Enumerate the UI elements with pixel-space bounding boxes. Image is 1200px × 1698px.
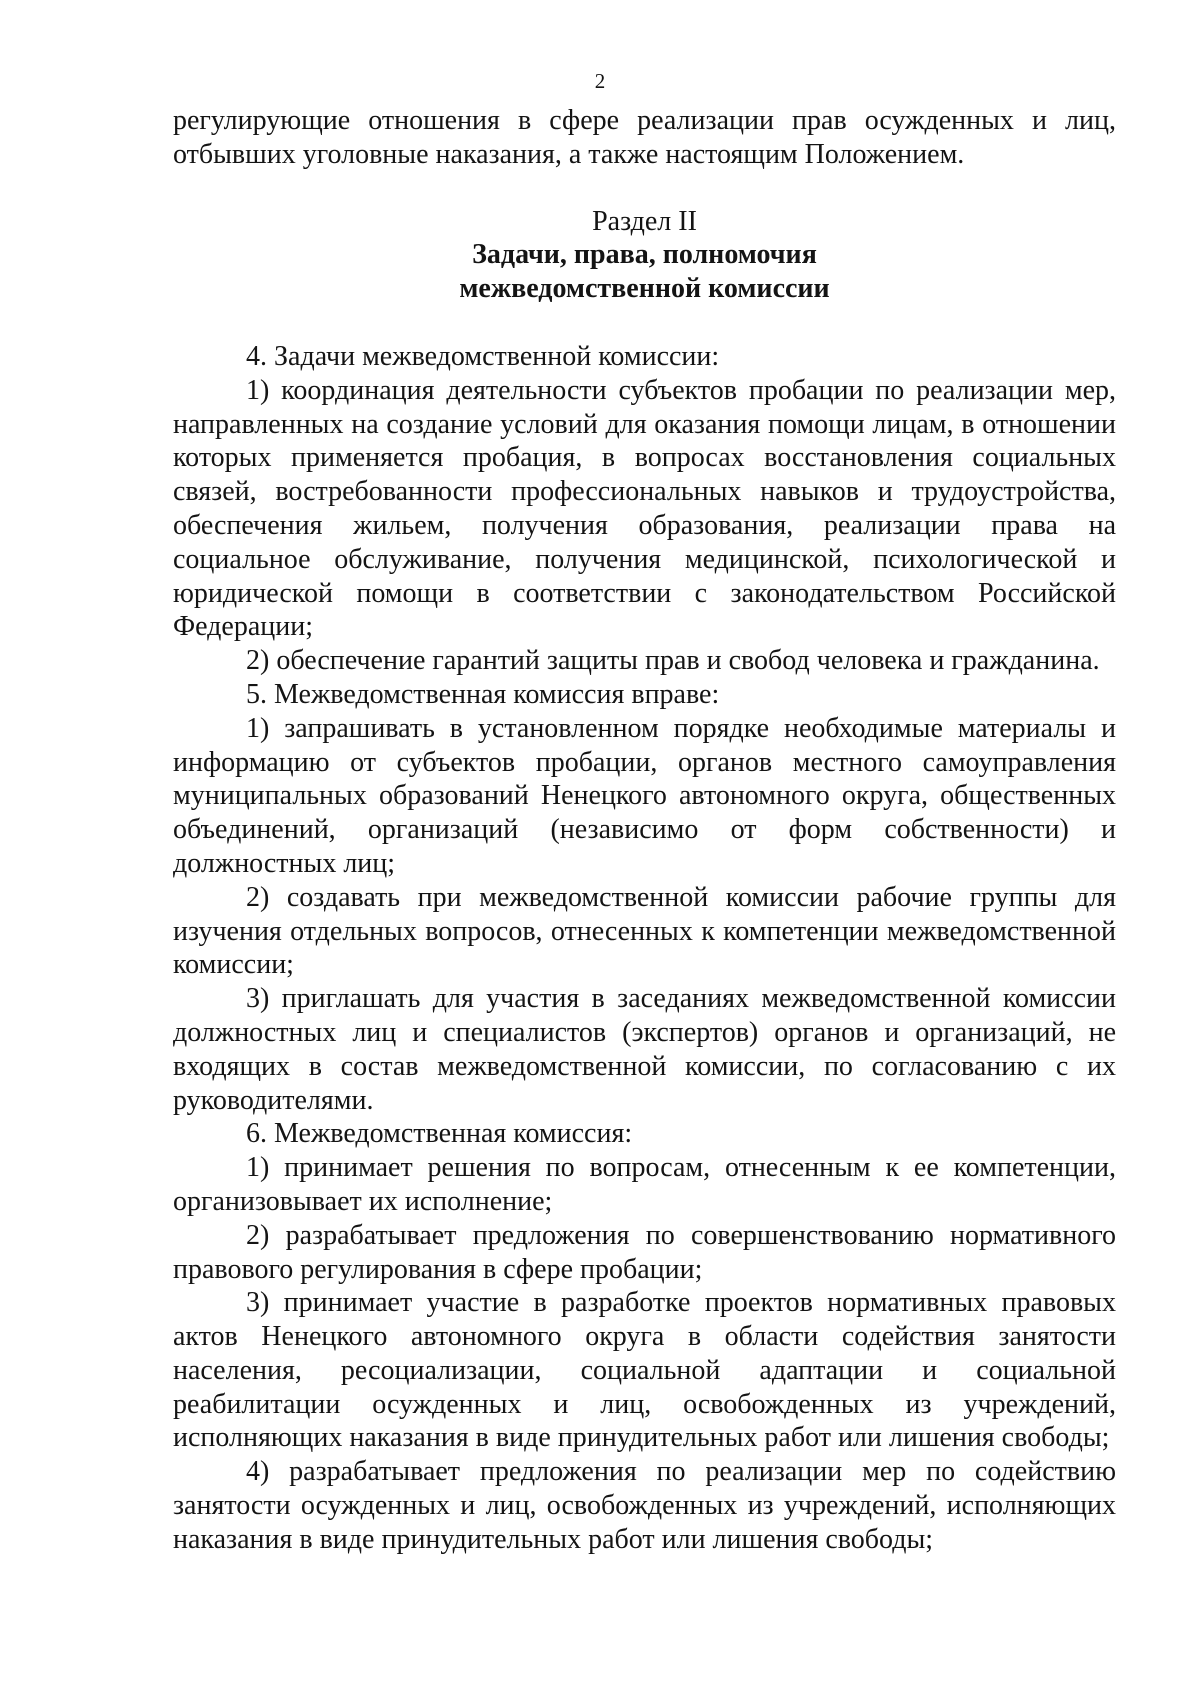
page-number: 2 bbox=[594, 69, 606, 93]
document-body bbox=[173, 104, 1116, 1557]
section-title-line-1: Задачи, права, полномочия bbox=[472, 239, 817, 271]
clause-5-item-1: 1) запрашивать в установленном порядке необходимые материалы и информацию от субъектов пробации, органов местного самоуправления муниципальных образований Ненецкого автономного округа, общественных объединений, организаций (независимо от форм собственности) и должностных лиц; bbox=[173, 712, 1116, 879]
intro-paragraph: регулирующие отношения в сфере реализации прав осужденных и лиц, отбывших уголовные наказания, а также настоящим Положением. bbox=[173, 105, 1116, 170]
clause-5-item-2: 2) создавать при межведомственной комиссии рабочие группы для изучения отдельных вопросов, отнесенных к компетенции межведомственной комиссии; bbox=[173, 881, 1116, 981]
clause-6-item-3: 3) принимает участие в разработке проектов нормативных правовых актов Ненецкого автономного округа в области содействия занятости населения, ресоциализации, социальной адаптации и социальной реабилитации осужденных и лиц, освобожденных из учреждений, исполняющих наказания в виде принудительных работ или лишения свободы; bbox=[173, 1287, 1116, 1454]
clause-6-heading: 6. Межведомственная комиссия: bbox=[246, 1118, 633, 1150]
clause-6-item-4: 4) разрабатывает предложения по реализации мер по содействию занятости осужденных и лиц, освобожденных из учреждений, исполняющих наказания в виде принудительных работ или лишения свободы; bbox=[173, 1456, 1116, 1555]
clause-6-item-1: 1) принимает решения по вопросам, отнесенным к ее компетенции, организовывает их исполнение; bbox=[173, 1152, 1116, 1217]
clause-4-item-1: 1) координация деятельности субъектов пробации по реализации мер, направленных на создание условий для оказания помощи лицам, в отношении которых применяется пробация, в вопросах восстановления социальных связей, востребованности профессиональных навыков и трудоустройства, обеспечения жильем, получения образования, реализации права на социальное обслуживание, получения медицинской, психологической и юридической помощи в соответствии с законодательством Российской Федерации; bbox=[173, 374, 1116, 643]
clause-5-heading: 5. Межведомственная комиссия вправе: bbox=[246, 678, 720, 710]
clause-4-item-2: 2) обеспечение гарантий защиты прав и свобод человека и гражданина. bbox=[246, 645, 1100, 677]
clause-4-heading: 4. Задачи межведомственной комиссии: bbox=[246, 340, 720, 372]
section-heading bbox=[173, 205, 1116, 306]
section-title-line-2: межведомственной комиссии bbox=[459, 273, 830, 305]
section-number: Раздел II bbox=[592, 205, 697, 237]
clause-6-item-2: 2) разрабатывает предложения по совершенствованию нормативного правового регулирования в сфере пробации; bbox=[173, 1219, 1116, 1285]
clause-5-item-3: 3) приглашать для участия в заседаниях межведомственной комиссии должностных лиц и специалистов (экспертов) органов и организаций, не входящих в состав межведомственной комиссии, по согласованию с их руководителями. bbox=[173, 983, 1116, 1116]
